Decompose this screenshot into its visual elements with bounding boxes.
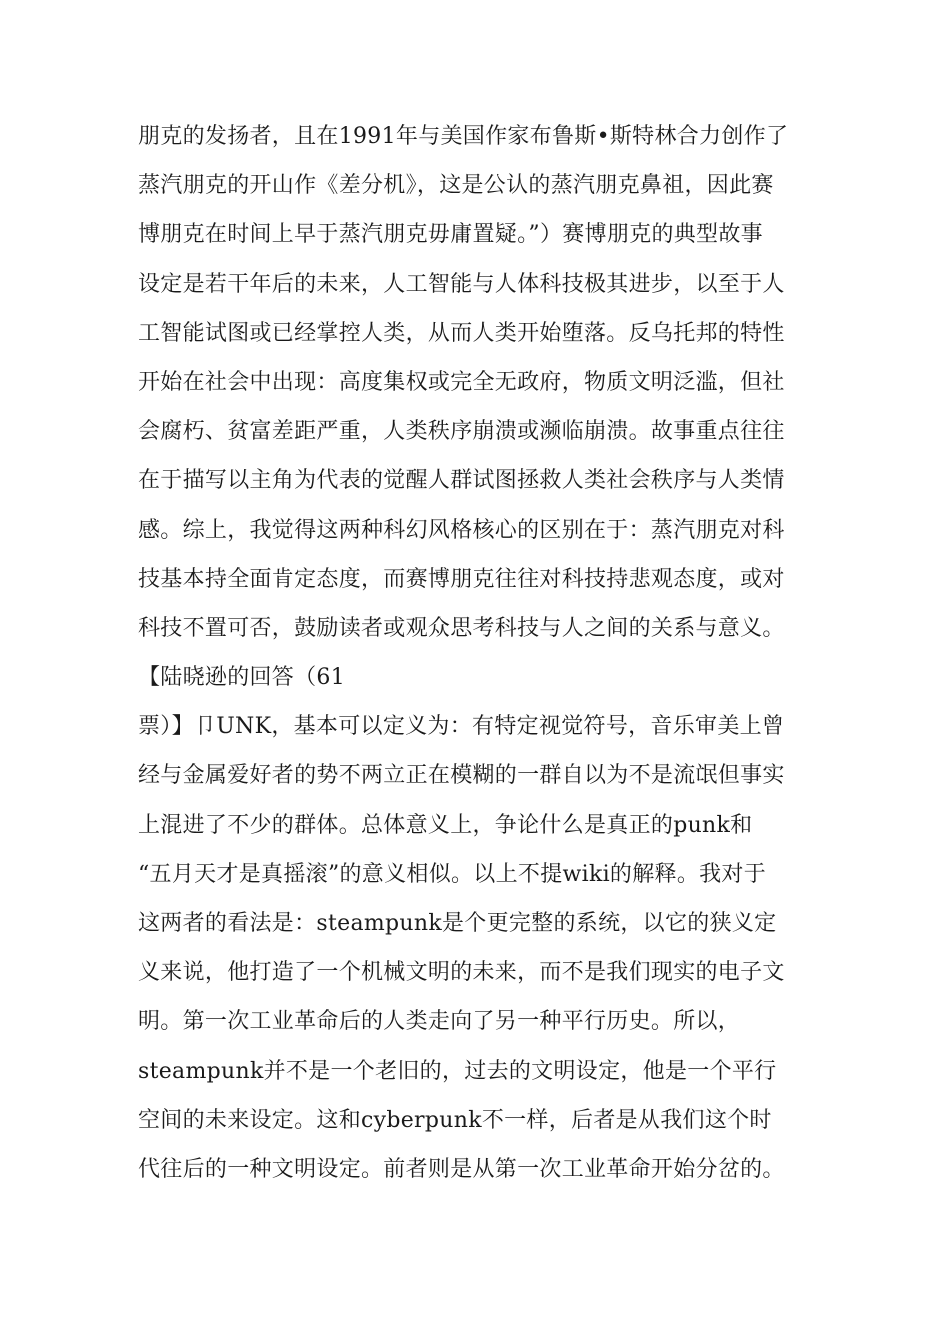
text-line: 上混进了不少的群体。总体意义上，争论什么是真正的punk和 xyxy=(138,812,753,838)
text-line: 设定是若干年后的未来，人工智能与人体科技极其进步，以至于人 xyxy=(138,271,785,297)
text-line: “五月天才是真摇滚”的意义相似。以上不提wiki的解释。我对于 xyxy=(138,861,767,887)
text-line: 空间的未来设定。这和cyberpunk不一样，后者是从我们这个时 xyxy=(138,1107,772,1133)
text-line: 经与金属爱好者的势不两立正在模糊的一群自以为不是流氓但事实 xyxy=(138,763,785,789)
text-line: 开始在社会中出现：高度集权或完全无政府，物质文明泛滥，但社 xyxy=(138,369,785,395)
text-line: 博朋克在时间上早于蒸汽朋克毋庸置疑。”）赛博朋克的典型故事 xyxy=(138,222,763,248)
text-line: 明。第一次工业革命后的人类走向了另一种平行历史。所以， xyxy=(138,1009,741,1035)
text-line: 代往后的一种文明设定。前者则是从第一次工业革命开始分岔的。 xyxy=(138,1156,785,1182)
text-line: 义来说，他打造了一个机械文明的未来，而不是我们现实的电子文 xyxy=(138,960,785,986)
text-line: 会腐朽、贫富差距严重，人类秩序崩溃或濒临崩溃。故事重点往往 xyxy=(138,419,785,445)
text-line: 技基本持全面肯定态度，而赛博朋克往往对科技持悲观态度，或对 xyxy=(138,566,785,592)
text-line: 票）】卩UNK，基本可以定义为：有特定视觉符号，音乐审美上曾 xyxy=(138,714,785,740)
text-line: 这两者的看法是：steampunk是个更完整的系统，以它的狭义定 xyxy=(138,911,777,936)
text-line: steampunk并不是一个老旧的，过去的文明设定，他是一个平行 xyxy=(138,1058,777,1084)
body-text xyxy=(138,112,818,1194)
text-line: 工智能试图或已经掌控人类，从而人类开始堕落。反乌托邦的特性 xyxy=(138,320,785,346)
answer-heading: 【陆晓逊的回答（61 xyxy=(138,665,345,691)
text-line: 科技不置可否，鼓励读者或观众思考科技与人之间的关系与意义。 xyxy=(138,615,785,641)
text-line: 蒸汽朋克的开山作《差分机》，这是公认的蒸汽朋克鼻祖，因此赛 xyxy=(138,173,774,199)
text-line: 朋克的发扬者，且在1991年与美国作家布鲁斯•斯特林合力创作了 xyxy=(138,124,789,149)
text-line: 感。综上，我觉得这两种科幻风格核心的区别在于：蒸汽朋克对科 xyxy=(138,517,785,543)
text-line: 在于描写以主角为代表的觉醒人群试图拯救人类社会秩序与人类情 xyxy=(138,468,785,494)
